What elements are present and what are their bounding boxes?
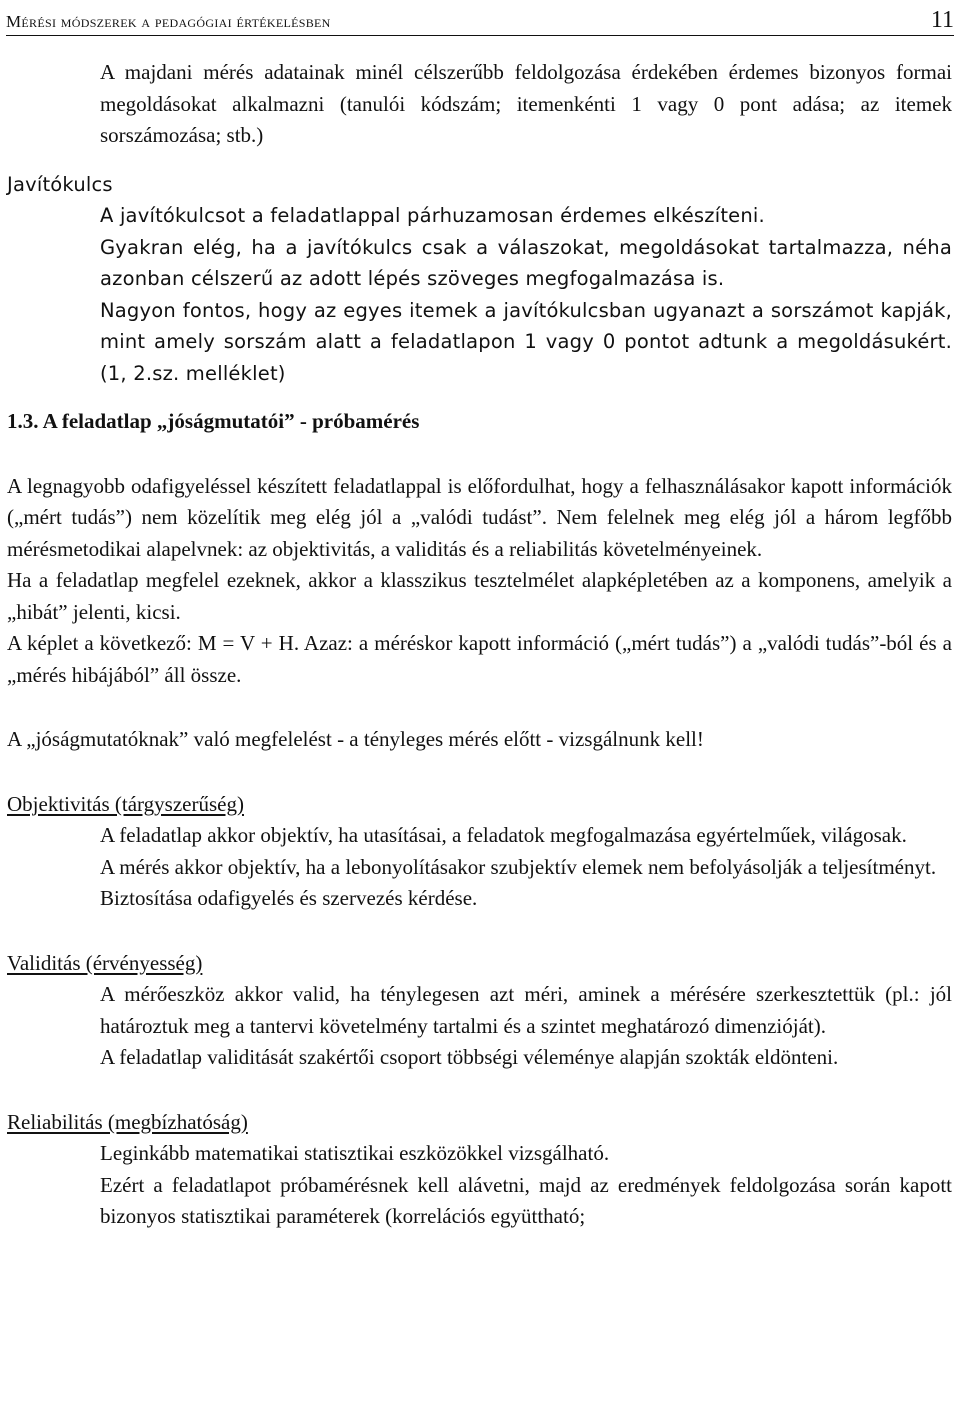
section-paragraph-2: Ha a feladatlap megfelel ezeknek, akkor a klasszikus tesztelmélet alapképletében az a komponens, amelyik a „hibát” jelenti, kicsi. — [7, 568, 952, 624]
javitokulcs-paragraph-1: A javítókulcsot a feladatlappal párhuzamosan érdemes elkészíteni. — [100, 204, 765, 227]
running-header-title: Mérési módszerek a pedagógiai értékelésben — [6, 12, 331, 31]
javitokulcs-paragraph-2: Gyakran elég, ha a javítókulcs csak a válaszokat, megoldásokat tartalmazza, néha azonban célszerű az adott lépés szöveges megfogalmazása is. — [100, 235, 952, 290]
objektivitas-paragraph-1: A feladatlap akkor objektív, ha utasításai, a feladatok megfogalmazása egyértelműek, világosak. — [100, 823, 907, 847]
section-paragraph-4: A „jóságmutatóknak” való megfelelést - a tényleges mérés előtt - vizsgálnunk kell! — [7, 727, 704, 751]
validitas-paragraph-2: A feladatlap validitását szakértői csoport többségi véleménye alapján szokták eldönteni. — [100, 1045, 839, 1069]
validitas-heading: Validitás (érvényesség) — [7, 950, 203, 975]
page-body — [7, 57, 952, 1233]
objektivitas-heading: Objektivitás (tárgyszerűség) — [7, 791, 244, 816]
validitas-paragraph-1: A mérőeszköz akkor valid, ha ténylegesen azt méri, aminek a mérésére szerkesztettük (pl.: jól határoztuk meg a tantervi követelmény tartalmi és a szintet meghatározó dimenzióját). — [100, 982, 952, 1038]
running-header — [6, 2, 954, 36]
reliabilitas-paragraph-2: Ezért a feladatlapot próbamérésnek kell alávetni, majd az eredmények feldolgozása során kapott bizonyos statisztikai paraméterek (korrelációs együttható; — [100, 1172, 952, 1228]
reliabilitas-paragraph-1: Leginkább matematikai statisztikai eszközökkel vizsgálható. — [100, 1141, 610, 1165]
intro-paragraph: A majdani mérés adatainak minél célszerűbb feldolgozása érdekében érdemes bizonyos formai megoldásokat alkalmazni (tanulói kódszám; itemenkénti 1 vagy 0 pont adása; az itemek sorszámozása; stb.) — [100, 60, 952, 147]
objektivitas-paragraph-2: A mérés akkor objektív, ha a lebonyolításakor szubjektív elemek nem befolyásolják a teljesítményt. — [100, 854, 937, 879]
javitokulcs-paragraph-3: Nagyon fontos, hogy az egyes itemek a javítókulcsban ugyanazt a sorszámot kapják, mint amely sorszám alatt a feladatlapon 1 vagy 0 pontot adtunk a megoldásukért. (1, 2.sz. melléklet) — [100, 298, 952, 385]
section-paragraph-1: A legnagyobb odafigyeléssel készített feladatlappal is előfordulhat, hogy a felhasználásakor kapott információk („mért tudás”) nem közelítik meg elég jól a „valódi tudást”. Nem felelnek meg elég jól a három legfőbb mérésmetodikai alapelvnek: az objektivitás, a validitás és a reliabilitás követelményeinek. — [7, 473, 952, 561]
section-paragraph-3: A képlet a következő: M = V + H. Azaz: a méréskor kapott információ („mért tudás”) a „valódi tudás”-ból és a „mérés hibájából” áll össze. — [7, 631, 952, 687]
objektivitas-paragraph-3: Biztosítása odafigyelés és szervezés kérdése. — [100, 886, 478, 910]
javitokulcs-heading: Javítókulcs — [7, 172, 113, 196]
reliabilitas-heading: Reliabilitás (megbízhatóság) — [7, 1109, 248, 1134]
section-heading: 1.3. A feladatlap „jóságmutatói” - próbamérés — [7, 409, 420, 433]
page-number: 11 — [930, 7, 954, 33]
